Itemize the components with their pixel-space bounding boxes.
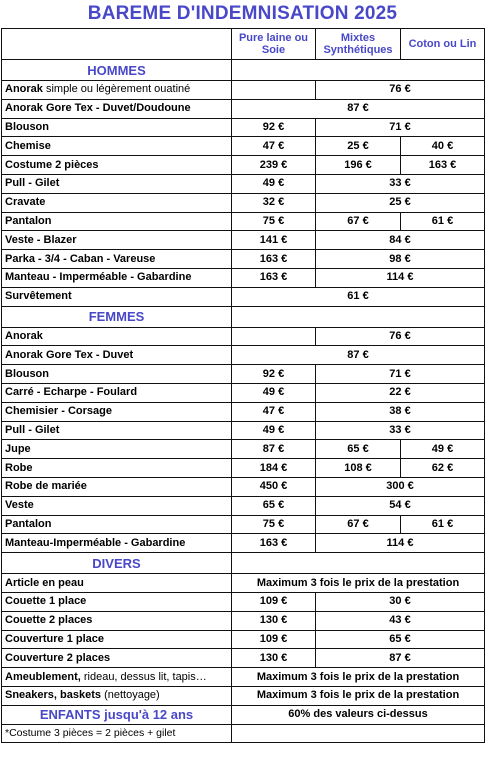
price-cell: 75 € <box>232 212 316 231</box>
item-note: simple ou légèrement ouatiné <box>42 83 191 96</box>
price-cell: 196 € <box>316 156 401 175</box>
item-name: ENFANTS jusqu'à 12 ans <box>39 707 194 723</box>
price-cell: 47 € <box>232 402 316 421</box>
item-name: Anorak Gore Tex - Duvet/Doudoune <box>5 102 191 115</box>
table-row <box>2 99 485 118</box>
price-cell: 92 € <box>232 365 316 384</box>
item-label <box>2 81 232 100</box>
item-label <box>2 611 232 630</box>
item-label <box>2 649 232 668</box>
price-cell: 130 € <box>232 649 316 668</box>
header-empty <box>2 29 232 60</box>
price-cell: 30 € <box>316 592 485 611</box>
item-name: Blouson <box>5 120 49 133</box>
section-row <box>2 60 485 81</box>
item-name: Chemisier - Corsage <box>5 405 112 418</box>
price-cell: 98 € <box>316 250 485 269</box>
price-cell: 114 € <box>316 534 485 553</box>
column-header: Coton ou Lin <box>401 29 485 60</box>
price-cell: 67 € <box>316 515 401 534</box>
price-cell: 49 € <box>232 383 316 402</box>
page-title: BAREME D'INDEMNISATION 2025 <box>87 3 398 24</box>
item-name: Article en peau <box>5 576 84 589</box>
item-label <box>2 212 232 231</box>
table-row <box>2 365 485 384</box>
section-title: DIVERS <box>2 553 232 574</box>
item-label <box>2 630 232 649</box>
item-label <box>2 193 232 212</box>
item-name: Veste <box>5 499 34 512</box>
item-label <box>2 534 232 553</box>
table-row <box>2 174 485 193</box>
item-label <box>2 346 232 365</box>
item-name: Couverture 1 place <box>5 632 105 645</box>
table-row <box>2 287 485 306</box>
item-name: Couverture 2 places <box>5 651 111 664</box>
price-cell: 76 € <box>316 327 485 346</box>
footnote: *Costume 3 pièces = 2 pièces + gilet <box>2 724 232 743</box>
price-cell: 65 € <box>232 496 316 515</box>
price-cell: 87 € <box>232 440 316 459</box>
price-cell: Maximum 3 fois le prix de la prestation <box>232 686 485 705</box>
item-name: Couette 1 place <box>5 595 87 608</box>
section-row <box>2 553 485 574</box>
table-row <box>2 193 485 212</box>
item-name: Manteau - Imperméable - Gabardine <box>5 271 192 284</box>
price-cell: 163 € <box>232 534 316 553</box>
item-name: Pantalon <box>5 214 52 227</box>
item-label <box>2 287 232 306</box>
item-name: Costume 2 pièces <box>5 158 99 171</box>
item-name: Anorak <box>5 329 43 342</box>
table-row <box>2 649 485 668</box>
item-name: Pull - Gilet <box>5 177 60 190</box>
table-row <box>2 118 485 137</box>
table-row <box>2 156 485 175</box>
column-header: Pure laine ou Soie <box>232 29 316 60</box>
price-cell: 40 € <box>401 137 485 156</box>
empty-cell <box>232 327 316 346</box>
price-cell: 25 € <box>316 137 401 156</box>
price-cell: 61 € <box>401 212 485 231</box>
table-row <box>2 383 485 402</box>
item-label <box>2 250 232 269</box>
item-name: Jupe <box>5 442 31 455</box>
price-cell: 184 € <box>232 459 316 478</box>
price-cell: 22 € <box>316 383 485 402</box>
price-cell: 49 € <box>232 174 316 193</box>
item-name: Parka - 3/4 - Caban - Vareuse <box>5 252 156 265</box>
table-row <box>2 534 485 553</box>
price-cell: 163 € <box>232 250 316 269</box>
table-row <box>2 440 485 459</box>
item-label <box>2 592 232 611</box>
item-name: Survêtement <box>5 290 72 303</box>
price-cell: 60% des valeurs ci-dessus <box>232 705 485 724</box>
price-cell: 62 € <box>401 459 485 478</box>
price-cell: 239 € <box>232 156 316 175</box>
section-empty <box>232 60 485 81</box>
price-cell: 71 € <box>316 118 485 137</box>
table-row <box>2 268 485 287</box>
price-cell: 92 € <box>232 118 316 137</box>
item-label <box>2 231 232 250</box>
table-row <box>2 574 485 593</box>
price-cell: 87 € <box>232 99 485 118</box>
price-cell: 25 € <box>316 193 485 212</box>
section-title: FEMMES <box>2 306 232 327</box>
item-name: Robe <box>5 461 33 474</box>
item-label <box>2 574 232 593</box>
table-row <box>2 459 485 478</box>
price-cell: 76 € <box>316 81 485 100</box>
item-name: Pantalon <box>5 517 52 530</box>
table-row <box>2 231 485 250</box>
item-label <box>2 365 232 384</box>
indemnity-table <box>1 28 485 743</box>
empty-cell <box>232 81 316 100</box>
price-cell: 87 € <box>232 346 485 365</box>
table-row <box>2 611 485 630</box>
table-row <box>2 496 485 515</box>
item-label <box>2 515 232 534</box>
price-cell: 43 € <box>316 611 485 630</box>
price-cell: 47 € <box>232 137 316 156</box>
table-row <box>2 705 485 724</box>
table-row <box>2 477 485 496</box>
price-cell: 54 € <box>316 496 485 515</box>
section-title: HOMMES <box>2 60 232 81</box>
price-cell: 33 € <box>316 421 485 440</box>
column-header: Mixtes Synthétiques <box>316 29 401 60</box>
table-row <box>2 137 485 156</box>
item-name: Ameublement, <box>5 670 81 683</box>
item-label <box>2 383 232 402</box>
item-note: rideau, dessus lit, tapis… <box>80 670 207 683</box>
price-cell: 114 € <box>316 268 485 287</box>
table-row <box>2 515 485 534</box>
table-row <box>2 250 485 269</box>
price-cell: 49 € <box>401 440 485 459</box>
item-name: Veste - Blazer <box>5 233 77 246</box>
table-row <box>2 592 485 611</box>
item-label <box>2 496 232 515</box>
section-row <box>2 306 485 327</box>
price-cell: 141 € <box>232 231 316 250</box>
price-cell: 109 € <box>232 630 316 649</box>
table-row <box>2 421 485 440</box>
price-cell: 67 € <box>316 212 401 231</box>
price-cell: Maximum 3 fois le prix de la prestation <box>232 668 485 687</box>
item-name: Cravate <box>5 196 46 209</box>
table-row <box>2 327 485 346</box>
price-cell: 109 € <box>232 592 316 611</box>
table-row <box>2 212 485 231</box>
item-name: Sneakers, baskets <box>5 689 102 702</box>
item-label <box>2 402 232 421</box>
item-label <box>2 421 232 440</box>
price-cell: 130 € <box>232 611 316 630</box>
price-cell: 450 € <box>232 477 316 496</box>
item-label <box>2 268 232 287</box>
item-name: Anorak Gore Tex - Duvet <box>5 348 134 361</box>
footnote-empty <box>232 724 485 743</box>
item-label <box>2 327 232 346</box>
item-name: Pull - Gilet <box>5 423 60 436</box>
item-name: Anorak <box>5 83 43 96</box>
column-header-row <box>2 29 485 60</box>
item-name: Carré - Echarpe - Foulard <box>5 386 138 399</box>
item-label <box>2 174 232 193</box>
price-cell: Maximum 3 fois le prix de la prestation <box>232 574 485 593</box>
item-name: Couette 2 places <box>5 614 93 627</box>
item-label <box>2 137 232 156</box>
table-row <box>2 630 485 649</box>
price-cell: 49 € <box>232 421 316 440</box>
price-cell: 71 € <box>316 365 485 384</box>
item-name: Robe de mariée <box>5 480 87 493</box>
footnote-row <box>2 724 485 743</box>
item-label <box>2 440 232 459</box>
price-cell: 163 € <box>401 156 485 175</box>
table-row <box>2 668 485 687</box>
price-cell: 108 € <box>316 459 401 478</box>
price-cell: 75 € <box>232 515 316 534</box>
item-note: (nettoyage) <box>101 689 160 702</box>
item-name: Manteau-Imperméable - Gabardine <box>5 536 186 549</box>
item-label <box>2 99 232 118</box>
price-cell: 32 € <box>232 193 316 212</box>
price-cell: 163 € <box>232 268 316 287</box>
item-label <box>2 686 232 705</box>
item-name: Chemise <box>5 139 51 152</box>
item-name: Blouson <box>5 367 49 380</box>
table-row <box>2 346 485 365</box>
section-empty <box>232 553 485 574</box>
item-label <box>2 459 232 478</box>
table-row <box>2 402 485 421</box>
price-cell: 33 € <box>316 174 485 193</box>
price-cell: 87 € <box>316 649 485 668</box>
item-label <box>2 156 232 175</box>
item-label <box>2 705 232 724</box>
table-row <box>2 81 485 100</box>
table-row <box>2 686 485 705</box>
price-cell: 61 € <box>401 515 485 534</box>
price-cell: 38 € <box>316 402 485 421</box>
section-empty <box>232 306 485 327</box>
price-cell: 61 € <box>232 287 485 306</box>
price-cell: 65 € <box>316 630 485 649</box>
price-cell: 84 € <box>316 231 485 250</box>
price-cell: 300 € <box>316 477 485 496</box>
item-label <box>2 668 232 687</box>
item-label <box>2 477 232 496</box>
item-label <box>2 118 232 137</box>
price-cell: 65 € <box>316 440 401 459</box>
